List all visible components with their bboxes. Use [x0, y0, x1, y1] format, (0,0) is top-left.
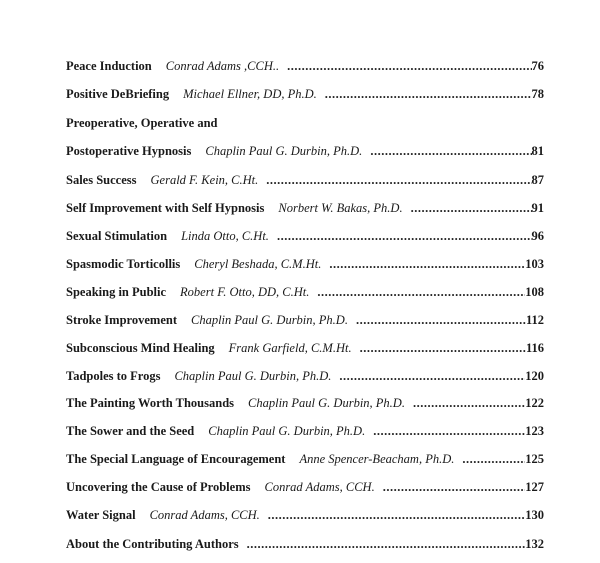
toc-dot-leader — [413, 395, 525, 411]
toc-entry-positive-debriefing[interactable] — [66, 86, 544, 102]
toc-entry-author: Chaplin Paul G. Durbin, Ph.D. — [248, 396, 405, 410]
toc-entry-author: Anne Spencer-Beacham, Ph.D. — [299, 452, 455, 466]
toc-entry-page-number: 122 — [525, 396, 544, 410]
toc-entry-tadpoles-to-frogs[interactable] — [66, 368, 544, 384]
toc-entry-peace-induction[interactable] — [66, 58, 544, 74]
toc-entry-title: Stroke Improvement — [66, 313, 177, 327]
toc-entry-page-number: 127 — [525, 480, 544, 494]
toc-entry-title: Sexual Stimulation — [66, 229, 168, 243]
toc-entry-title: Self Improvement with Self Hypnosis — [66, 201, 265, 215]
toc-entry-author: Frank Garfield, C.M.Ht. — [228, 341, 352, 355]
toc-entry-page-number: 108 — [525, 285, 544, 299]
toc-entry-author: Chaplin Paul G. Durbin, Ph.D. — [208, 424, 366, 438]
toc-entry-title: The Special Language of Encouragement — [66, 452, 286, 466]
toc-dot-leader — [317, 284, 525, 300]
toc-entry-sower-and-seed[interactable] — [66, 423, 544, 439]
toc-entry-page-number: 116 — [525, 341, 544, 355]
toc-dot-leader — [370, 143, 531, 159]
toc-entry-author: Cheryl Beshada, C.M.Ht. — [194, 257, 322, 271]
toc-entry-stroke-improvement[interactable] — [66, 312, 544, 328]
toc-entry-author: Conrad Adams ,CCH.. — [165, 59, 280, 73]
toc-entry-special-language[interactable] — [66, 451, 544, 467]
toc-dot-leader — [287, 58, 531, 74]
toc-entry-page-number: 91 — [531, 201, 544, 215]
toc-entry-page-number: 76 — [531, 59, 544, 73]
toc-entry-author: Michael Ellner, DD, Ph.D. — [183, 87, 317, 101]
toc-entry-page-number: 78 — [531, 87, 544, 101]
toc-entry-title: The Painting Worth Thousands — [66, 396, 235, 410]
toc-entry-about-authors[interactable] — [66, 536, 544, 552]
toc-entry-painting-worth-thousands[interactable] — [66, 395, 544, 411]
toc-entry-author: Chaplin Paul G. Durbin, Ph.D. — [174, 369, 332, 383]
toc-entry-water-signal[interactable] — [66, 507, 544, 523]
toc-entry-spasmodic-torticollis[interactable] — [66, 256, 544, 272]
toc-dot-leader — [266, 172, 531, 188]
toc-entry-author: Chaplin Paul G. Durbin, Ph.D. — [205, 144, 363, 158]
toc-entry-author: Linda Otto, C.Ht. — [181, 229, 269, 243]
toc-entry-postoperative-hypnosis[interactable] — [66, 143, 544, 159]
toc-entry-uncovering-cause[interactable] — [66, 479, 544, 495]
toc-entry-page-number: 87 — [531, 173, 544, 187]
toc-entry-page-number: 103 — [525, 257, 544, 271]
toc-dot-leader — [339, 368, 525, 384]
toc-dot-leader — [462, 451, 525, 467]
toc-entry-speaking-in-public[interactable] — [66, 284, 544, 300]
toc-entry-page-number: 112 — [525, 313, 544, 327]
toc-entry-author: Conrad Adams, CCH. — [264, 480, 375, 494]
toc-entry-page-number: 132 — [525, 537, 544, 551]
toc-entry-author: Chaplin Paul G. Durbin, Ph.D. — [191, 313, 348, 327]
toc-entry-page-number: 130 — [525, 508, 544, 522]
toc-entry-title: Sales Success — [66, 173, 137, 187]
toc-entry-title: Water Signal — [66, 508, 136, 522]
toc-entry-page-number: 123 — [525, 424, 544, 438]
toc-entry-title: The Sower and the Seed — [66, 424, 195, 438]
toc-dot-leader — [356, 312, 526, 328]
toc-entry-self-improvement[interactable] — [66, 200, 544, 216]
toc-entry-author: Conrad Adams, CCH. — [149, 508, 260, 522]
toc-entry-title: Peace Induction — [66, 59, 152, 73]
toc-entry-subconscious-mind-healing[interactable] — [66, 340, 544, 356]
toc-entry-page-number: 125 — [525, 452, 544, 466]
toc-entry-sales-success[interactable] — [66, 172, 544, 188]
toc-dot-leader — [383, 479, 526, 495]
toc-entry-title: Positive DeBriefing — [66, 87, 170, 101]
toc-entry-sexual-stimulation[interactable] — [66, 228, 544, 244]
toc-entry-title: Speaking in Public — [66, 285, 167, 299]
toc-entry-title: Uncovering the Cause of Problems — [66, 480, 251, 494]
toc-dot-leader — [329, 256, 525, 272]
toc-entry-title: Subconscious Mind Healing — [66, 341, 215, 355]
toc-entry-author: Gerald F. Kein, C.Ht. — [150, 173, 259, 187]
toc-entry-author: Norbert W. Bakas, Ph.D. — [278, 201, 403, 215]
toc-entry-title: About the Contributing Authors — [66, 537, 239, 551]
toc-entry-title: Spasmodic Torticollis — [66, 257, 181, 271]
toc-entry-page-number: 96 — [531, 229, 544, 243]
toc-entry-title: Tadpoles to Frogs — [66, 369, 161, 383]
toc-dot-leader — [247, 536, 526, 552]
toc-entry-heading-line: Preoperative, Operative and — [66, 116, 218, 130]
toc-dot-leader — [360, 340, 526, 356]
toc-entry-page-number: 81 — [531, 144, 544, 158]
toc-dot-leader — [411, 200, 532, 216]
toc-dot-leader — [325, 86, 532, 102]
toc-entry-page-number: 120 — [525, 369, 544, 383]
toc-entry-title: Postoperative Hypnosis — [66, 144, 192, 158]
toc-dot-leader — [373, 423, 525, 439]
toc-dot-leader — [268, 507, 525, 523]
toc-dot-leader — [277, 228, 532, 244]
toc-entry-author: Robert F. Otto, DD, C.Ht. — [180, 285, 310, 299]
